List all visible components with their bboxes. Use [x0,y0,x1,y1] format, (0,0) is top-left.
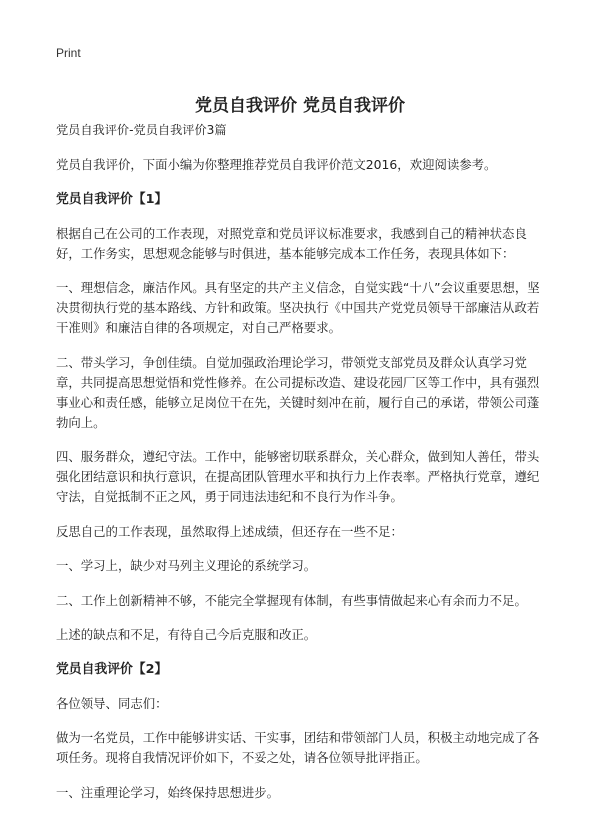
section-heading: 党员自我评价【1】 [56,191,168,207]
intro-paragraph: 党员自我评价，下面小编为你整理推荐党员自我评价范文2016，欢迎阅读参考。 [56,157,497,172]
paragraph: 一、学习上，缺少对马列主义理论的系统学习。 [56,558,317,573]
paragraph: 根据自己在公司的工作表现，对照党章和党员评议标准要求，我感到自己的精神状态良好，工作务实，思想观念能够与时俱进，基本能够完成本工作任务，表现具体如下： [56,225,527,261]
paragraph: 一、理想信念，廉洁作风。具有坚定的共产主义信念，自觉实践“十八”会议重要思想，坚决贯彻执行党的基本路线、方针和政策。坚决执行《中国共产党党员领导干部廉洁从政若干准则》和廉洁自律的各项规定，对自己严格要求。 [56,280,540,335]
section-heading: 党员自我评价【2】 [56,661,168,677]
paragraph: 四、服务群众，遵纪守法。工作中，能够密切联系群众，关心群众，做到知人善任，带头强化团结意识和执行意识，在提高团队管理水平和执行力上作表率。严格执行党章，遵纪守法，自觉抵制不正之风，勇于同违法违纪和不良行为作斗争。 [56,449,540,504]
paragraph: 做为一名党员，工作中能够讲实话、干实事，团结和带领部门人员，积极主动地完成了各项任务。现将自我情况评价如下，不妥之处，请各位领导批评指正。 [56,730,540,765]
article-body [56,120,542,817]
page-title: 党员自我评价 党员自我评价 [195,96,405,117]
print-link[interactable]: Print [56,46,81,60]
paragraph: 二、工作上创新精神不够，不能完全掌握现有体制，有些事情做起来心有余而力不足。 [56,592,527,608]
paragraph: 二、带头学习，争创佳绩。自觉加强政治理论学习，带领党支部党员及群众认真学习党章，共同提高思想觉悟和党性修养。在公司提标改造、建设花园厂区等工作中，具有强烈事业心和责任感，能够立足岗位干在先，关键时刻冲在前，履行自己的承诺，带领公司蓬勃向上。 [56,354,540,430]
paragraph: 一、注重理论学习，始终保持思想进步。 [56,784,280,800]
paragraph: 上述的缺点和不足，有待自己今后克服和改正。 [56,627,317,642]
article-subtitle: 党员自我评价-党员自我评价3篇 [56,123,227,137]
paragraph: 反思自己的工作表现，虽然取得上述成绩，但还存在一些不足： [56,523,403,539]
paragraph: 各位领导、同志们： [56,695,168,711]
